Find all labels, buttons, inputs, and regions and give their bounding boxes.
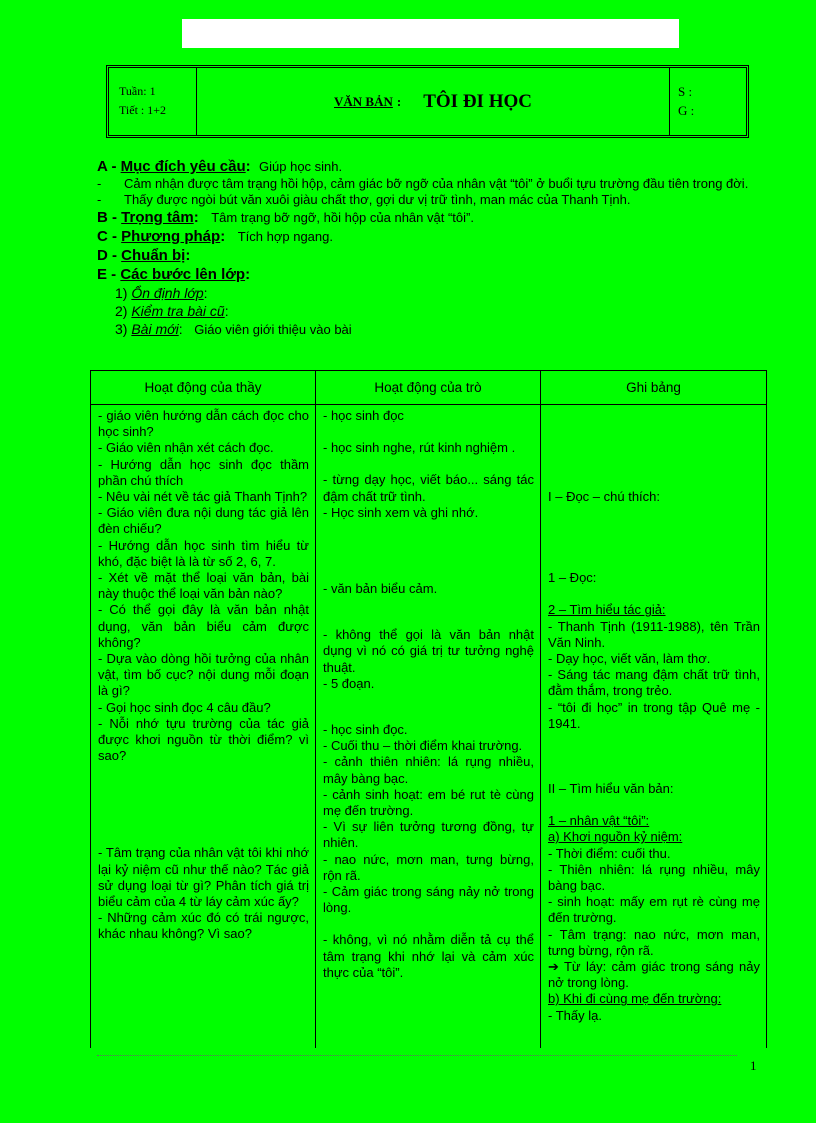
student-activity: - 5 đoạn. <box>323 675 375 691</box>
student-activity: - từng dạy học, viết báo... sáng tác đậm chất trữ tình. <box>323 472 534 504</box>
top-banner <box>182 19 679 48</box>
step-3: 3) Bài mới: Giáo viên giới thiệu vào bài <box>115 321 352 337</box>
student-activity: - Cuối thu – thời điểm khai trường. <box>323 738 523 754</box>
board-item: - Dạy học, viết văn, làm thơ. <box>548 651 711 667</box>
section-a-title: Mục đích yêu cầu <box>120 158 246 175</box>
text-type-label: VĂN BẢN : <box>334 93 402 109</box>
student-activity: - Cảm giác trong sáng nảy nở trong lòng. <box>323 884 534 916</box>
board-item: ➔ Từ láy: cảm giác trong sáng nảy nở trong lòng. <box>548 959 760 991</box>
board-item: - Thấy lạ. <box>548 1007 602 1023</box>
board-item: - Tâm trạng: nao nức, mơn man, tưng bừng, rộn rã. <box>548 926 760 958</box>
week-period-cell <box>109 68 197 135</box>
teacher-activity: - Dựa vào dòng hồi tưởng của nhân vật, tìm bố cục? nội dung mỗi đoạn là gì? <box>98 651 309 699</box>
lesson-title: TÔI ĐI HỌC <box>423 90 532 112</box>
g-label: G : <box>678 103 695 118</box>
period-label: Tiết : 1+2 <box>119 103 167 117</box>
column-header-student: Hoạt động của trò <box>316 371 541 405</box>
board-item: - “tôi đi học” in trong tập Quê mẹ - 1941. <box>548 699 760 731</box>
student-activity: - văn bản biểu cảm. <box>323 581 438 597</box>
board-subheading: 1 – nhân vật “tôi”: <box>548 813 650 829</box>
board-subheading: b) Khi đi cùng mẹ đến trường: <box>548 991 722 1007</box>
teacher-column <box>91 405 316 1049</box>
student-activity: - nao nức, mơn man, tưng bừng, rộn rã. <box>323 851 534 883</box>
section-a: A - Mục đích yêu cầu: Giúp học sinh. <box>97 158 343 175</box>
board-heading-i: I – Đọc – chú thích: <box>548 489 661 504</box>
date-cell <box>670 68 746 135</box>
student-activity: - Vì sự liên tưởng tương đồng, tự nhiên. <box>323 819 534 851</box>
student-activity: - học sinh nghe, rút kinh nghiệm . <box>323 440 516 456</box>
student-activity: - học sinh đọc <box>323 408 404 423</box>
activity-table <box>90 370 767 1048</box>
table-row <box>91 405 767 1049</box>
student-activity: - không thể gọi là văn bản nhật dụng vì nó có giá trị tư tưởng nghệ thuật. <box>323 627 534 675</box>
table-header-row <box>91 371 767 405</box>
section-e: E - Các bước lên lớp: <box>97 266 251 283</box>
board-column <box>541 405 767 1049</box>
column-header-teacher: Hoạt động của thầy <box>91 371 316 405</box>
page-number: 1 <box>750 1058 757 1073</box>
lesson-objectives <box>97 157 765 339</box>
student-activity: - cảnh thiên nhiên: lá rụng nhiều, mây bàng bạc. <box>323 754 534 786</box>
teacher-activity: - Giáo viên nhận xét cách đọc. <box>98 440 274 456</box>
teacher-activity: - Hướng dẫn học sinh đọc thầm phần chú thích <box>98 456 309 488</box>
teacher-activity: - Gọi học sinh đọc 4 câu đầu? <box>98 699 271 715</box>
board-subheading: a) Khơi nguồn kỷ niệm: <box>548 829 683 845</box>
teacher-activity: - Có thể gọi đây là văn bản nhật dụng, văn bản biểu cảm được không? <box>98 602 309 650</box>
lesson-header <box>106 65 749 138</box>
objective-item: - Cảm nhận được tâm trạng hồi hộp, cảm giác bỡ ngỡ của nhân vật “tôi” ở buổi tựu trường đầu tiên trong đời. <box>97 176 749 191</box>
student-activity: - Học sinh xem và ghi nhớ. <box>323 504 479 520</box>
teacher-activity: - Giáo viên đưa nội dung tác giả lên đèn chiếu? <box>98 505 309 537</box>
objective-item: - Thấy được ngòi bút văn xuôi giàu chất thơ, gợi dư vị trữ tình, man mác của Thanh Tịnh. <box>97 192 631 207</box>
teacher-activity: - Nêu vài nét về tác giả Thanh Tịnh? <box>98 489 308 505</box>
step-2: 2) Kiểm tra bài cũ: <box>115 303 229 319</box>
section-d: D - Chuẩn bị: <box>97 247 191 264</box>
step-1: 1) Ổn định lớp: <box>115 285 208 301</box>
student-column <box>316 405 541 1049</box>
board-item: - Thanh Tịnh (1911-1988), tên Trần Văn Ninh. <box>548 618 760 650</box>
board-item: - Thiên nhiên: lá rụng nhiều, mây bàng bạc. <box>548 861 760 894</box>
teacher-activity: - giáo viên hướng dẫn cách đọc cho học sinh? <box>98 408 309 440</box>
board-heading-ii: II – Tìm hiểu văn bản: <box>548 781 674 797</box>
board-item: - Sáng tác mang đậm chất trữ tình, đằm thắm, trong trẻo. <box>548 667 760 699</box>
student-activity: - cảnh sinh hoạt: em bé rut tè cùng mẹ đến trường. <box>323 786 534 819</box>
teacher-activity: - Những cảm xúc đó có trái ngược, khác nhau không? Vì sao? <box>98 910 309 942</box>
board-item: - Thời điểm: cuối thu. <box>548 845 671 861</box>
student-activity: - không, vì nó nhằm diễn tả cụ thể tâm trạng khi nhớ lại và cảm xúc thực của “tôi”. <box>323 932 534 980</box>
title-cell <box>197 68 670 135</box>
week-label: Tuần: 1 <box>119 84 156 98</box>
teacher-activity: - Hướng dẫn học sinh tìm hiểu từ khó, đặc biệt là là từ số 2, 6, 7. <box>98 537 309 569</box>
student-activity: - học sinh đọc. <box>323 722 408 738</box>
teacher-activity: - Xét về mặt thể loại văn bản, bài này thuộc thể loại văn bản nào? <box>98 570 309 602</box>
section-b: B - Trọng tâm: Tâm trạng bỡ ngỡ, hồi hộp của nhân vật “tôi”. <box>97 209 474 226</box>
board-item: 1 – Đọc: <box>548 570 597 586</box>
teacher-activity: - Tâm trạng của nhân vật tôi khi nhớ lại kỷ niệm cũ như thế nào? Tác giả sử dụng loại từ gì? Phân tích giá trị biểu cảm của 4 từ láy cảm xúc ấy? <box>98 845 309 910</box>
board-subheading: 2 – Tìm hiểu tác giả: <box>548 602 666 618</box>
s-label: S : <box>678 84 693 99</box>
section-c: C - Phương pháp: Tích hợp ngang. <box>97 228 333 245</box>
footer-divider <box>97 1055 737 1056</box>
teacher-activity: - Nỗi nhớ tựu trường của tác giả được khơi nguồn từ thời điểm? vì sao? <box>98 715 309 764</box>
column-header-board: Ghi bảng <box>541 371 767 405</box>
board-item: - sinh hoạt: mấy em rụt rè cùng mẹ đến trường. <box>548 894 760 926</box>
